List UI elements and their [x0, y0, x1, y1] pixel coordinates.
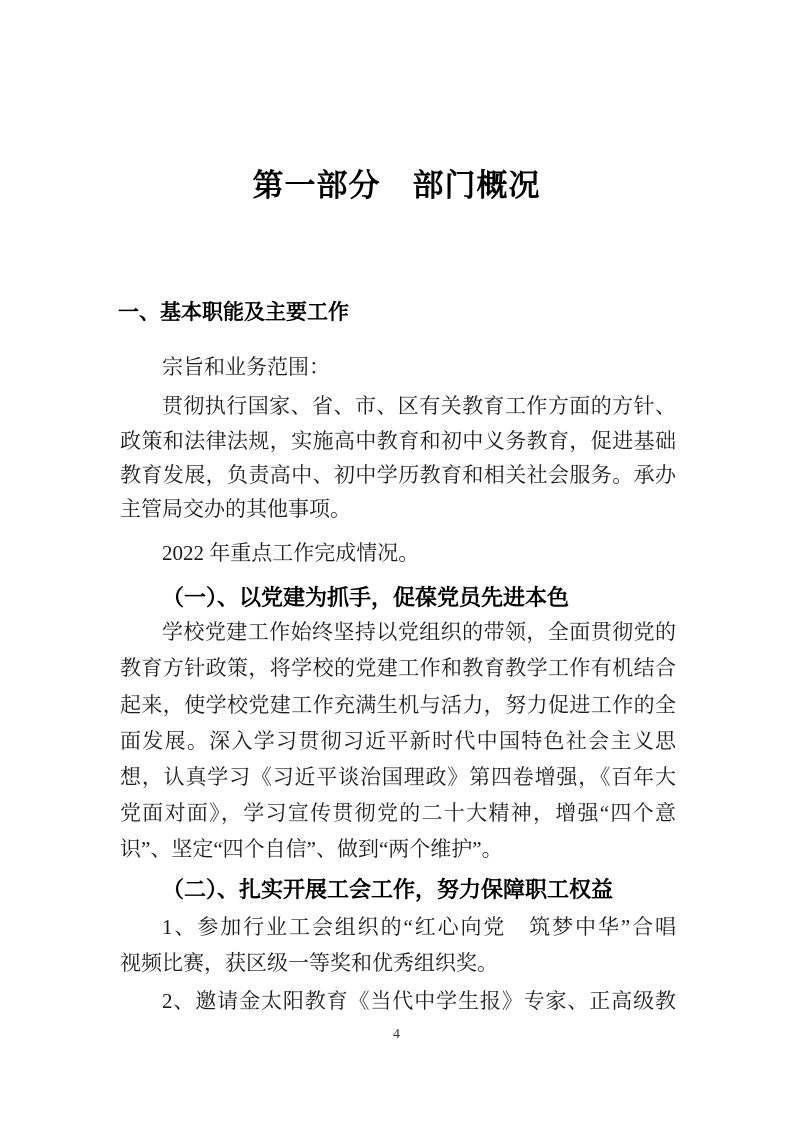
body-line: 识”、坚定“四个自信”、做到“两个维护”。 — [120, 837, 503, 861]
body-line: 想，认真学习《习近平谈治国理政》第四卷增强，《百年大 — [120, 765, 676, 789]
body-line: 面发展。深入学习贯彻习近平新时代中国特色社会主义思 — [120, 729, 676, 753]
body-line: 政策和法律法规，实施高中教育和初中义务教育，促进基础 — [120, 429, 676, 453]
section-heading: 一、基本职能及主要工作 — [118, 301, 349, 324]
document-body — [120, 0, 676, 1122]
sub-section-heading-2: （二）、扎实开展工会工作，努力保障职工权益 — [162, 877, 614, 902]
body-line: 教育发展，负责高中、初中学历教育和相关社会服务。承办 — [120, 463, 676, 487]
body-line: 起来，使学校党建工作充满生机与活力，努力促进工作的全 — [120, 693, 676, 717]
page-number: 4 — [393, 1027, 400, 1042]
body-line: 教育方针政策，将学校的党建工作和教育教学工作有机结合 — [120, 656, 676, 680]
body-line: 宗旨和业务范围： — [162, 355, 330, 379]
body-line: 2、邀请金太阳教育《当代中学生报》专家、正高级教 — [162, 989, 676, 1013]
body-line: 2022 年重点工作完成情况。 — [162, 541, 420, 565]
body-line: 1、参加行业工会组织的“红心向党 筑梦中华”合唱 — [162, 915, 676, 939]
sub-section-heading-1: （一）、以党建为抓手，促葆党员先进本色 — [162, 585, 570, 610]
body-line: 学校党建工作始终坚持以党组织的带领，全面贯彻党的 — [162, 620, 676, 644]
body-line: 视频比赛，获区级一等奖和优秀组织奖。 — [120, 951, 498, 975]
body-line: 主管局交办的其他事项。 — [120, 497, 351, 521]
document-title: 第一部分 部门概况 — [252, 168, 541, 203]
body-line: 党面对面》，学习宣传贯彻党的二十大精神，增强“四个意 — [120, 801, 676, 825]
body-line: 贯彻执行国家、省、市、区有关教育工作方面的方针、 — [162, 394, 676, 418]
